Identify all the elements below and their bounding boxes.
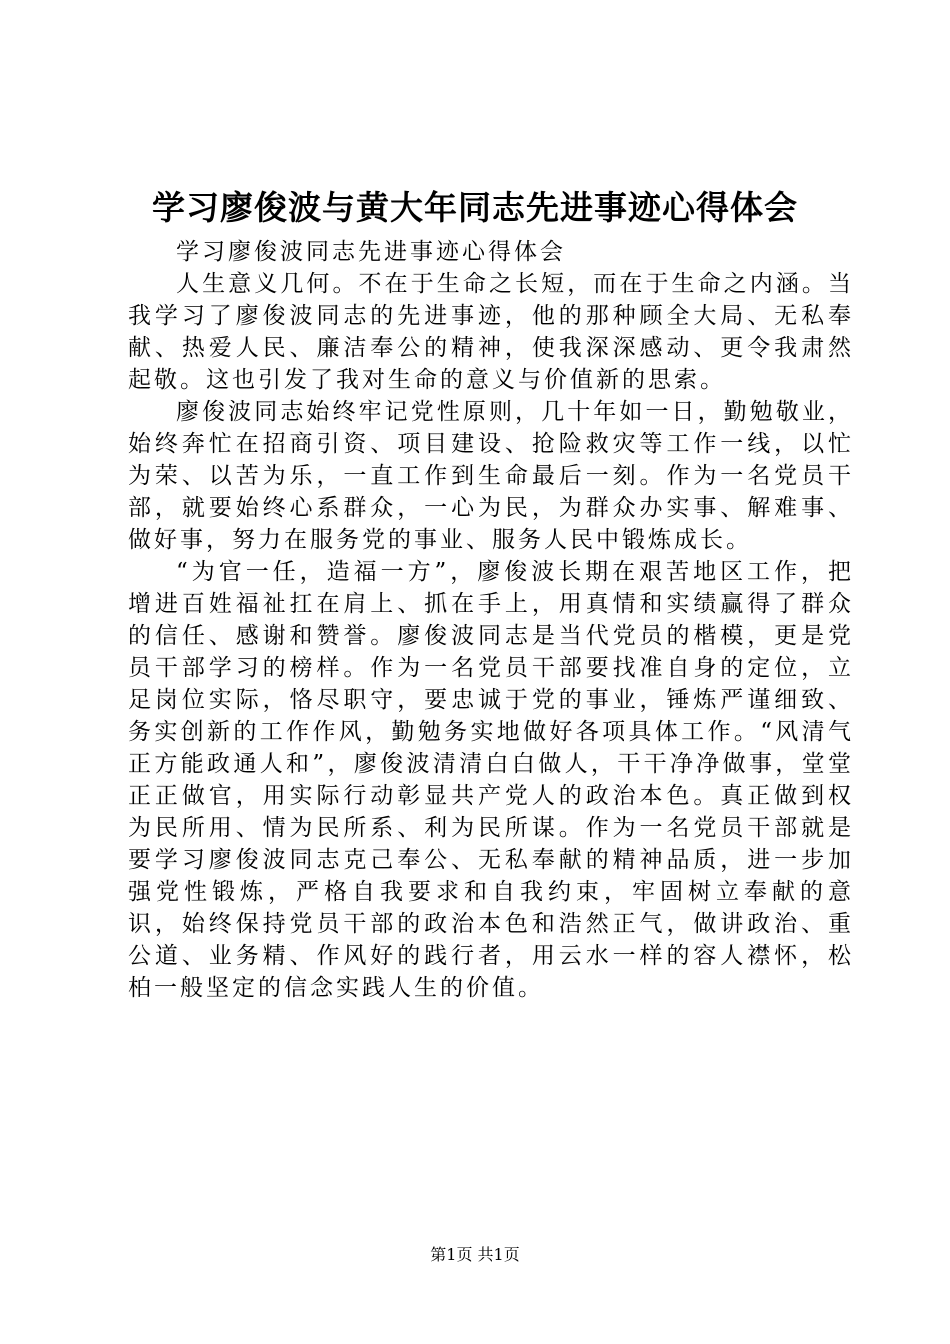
page-number-footer: 第1页 共1页 (430, 1245, 520, 1264)
subtitle-paragraph: 学习廖俊波同志先进事迹心得体会 (176, 239, 566, 265)
document-title: 学习廖俊波与黄大年同志先进事迹心得体会 (152, 188, 798, 227)
body-paragraph: 人生意义几何。不在于生命之长短，而在于生命之内涵。当我学习了廖俊波同志的先进事迹，他的那种顾全大局、无私奉献、热爱人民、廉洁奉公的精神，使我深深感动、更令我肃然起敬。这也引发了我对生命的意义与价值新的思索。 (128, 271, 854, 393)
body-paragraph: “为官一任，造福一方”，廖俊波长期在艰苦地区工作，把增进百姓福祉扛在肩上、抓在手上，用真情和实绩赢得了群众的信任、感谢和赞誉。廖俊波同志是当代党员的楷模，更是党员干部学习的榜样。作为一名党员干部要找准自身的定位，立足岗位实际，恪尽职守，要忠诚于党的事业，锤炼严谨细致、务实创新的工作作风，勤勉务实地做好各项具体工作。“风清气正方能政通人和”，廖俊波清清白白做人，干干净净做事，堂堂正正做官，用实际行动彰显共产党人的政治本色。真正做到权为民所用、情为民所系、利为民所谋。作为一名党员干部就是要学习廖俊波同志克己奉公、无私奉献的精神品质，进一步加强党性锻炼，严格自我要求和自我约束，牢固树立奉献的意识，始终保持党员干部的政治本色和浩然正气，做讲政治、重公道、业务精、作风好的践行者，用云水一样的容人襟怀，松柏一般坚定的信念实践人生的价值。 (128, 559, 854, 1001)
document-body (128, 236, 854, 1004)
body-paragraph: 廖俊波同志始终牢记党性原则，几十年如一日，勤勉敬业，始终奔忙在招商引资、项目建设、抢险救灾等工作一线，以忙为荣、以苦为乐，一直工作到生命最后一刻。作为一名党员干部，就要始终心系群众，一心为民，为群众办实事、解难事、做好事，努力在服务党的事业、服务人民中锻炼成长。 (128, 399, 854, 553)
